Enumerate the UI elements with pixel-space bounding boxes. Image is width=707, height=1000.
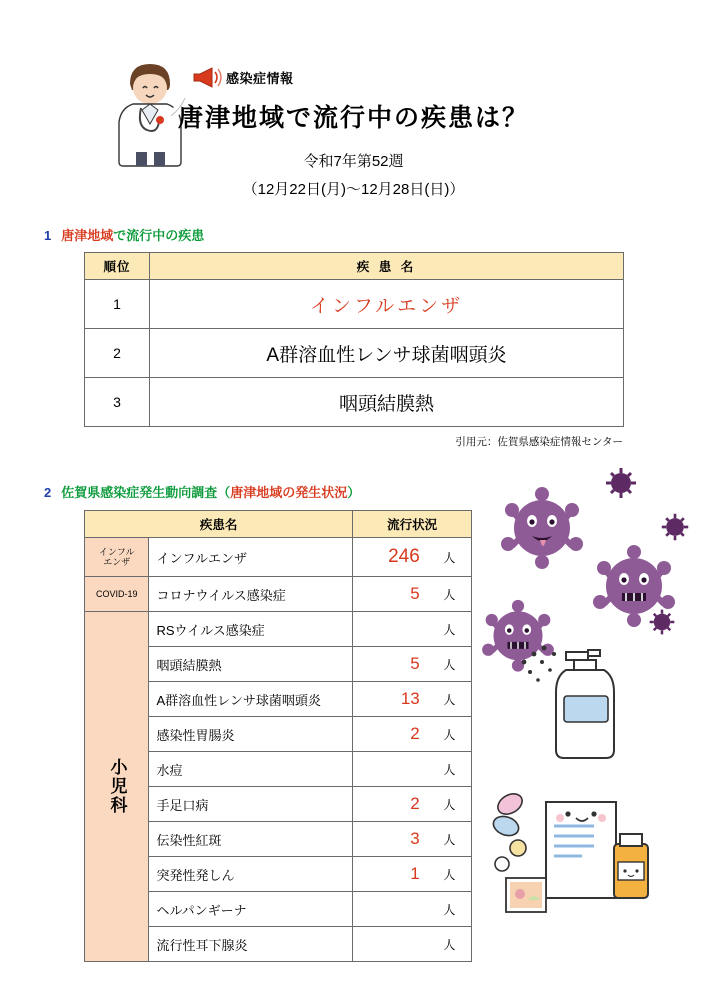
unit-label: 人	[428, 822, 472, 857]
page-header	[0, 0, 707, 198]
badge-row	[190, 66, 294, 88]
disease-name: 手足口病	[149, 787, 353, 822]
section1-title	[61, 225, 204, 244]
unit-label: 人	[428, 857, 472, 892]
disease-name: A群溶血性レンサ球菌咽頭炎	[150, 329, 624, 378]
ranking-table-body	[85, 280, 624, 427]
table-row	[85, 280, 624, 329]
disease-name: A群溶血性レンサ球菌咽頭炎	[149, 682, 353, 717]
date-range-label: （12月22日(月)～12月28日(日)）	[242, 181, 465, 198]
unit-label: 人	[428, 787, 472, 822]
disease-name: 咽頭結膜熱	[150, 378, 624, 427]
virus-character-icon	[494, 478, 590, 574]
surveillance-table	[84, 510, 472, 962]
case-count: 3	[353, 822, 428, 857]
rank-value: 2	[85, 329, 150, 378]
unit-label: 人	[428, 717, 472, 752]
category-influenza: インフル エンザ	[85, 538, 149, 577]
megaphone-icon	[190, 66, 222, 88]
section2-number: 2	[44, 485, 52, 500]
disease-name: インフルエンザ	[149, 538, 353, 577]
page-title: 唐津地域で流行中の疾患は？	[177, 104, 529, 132]
case-count: 1	[353, 857, 428, 892]
rank-value: 1	[85, 280, 150, 329]
section1-number: 1	[44, 228, 52, 243]
rank-value: 3	[85, 378, 150, 427]
surveillance-table-body	[85, 538, 472, 962]
unit-label: 人	[428, 892, 472, 927]
disease-name: 流行性耳下腺炎	[149, 927, 353, 962]
table-row	[85, 577, 472, 612]
section1-title-part1: 唐津地域	[61, 228, 114, 243]
section2-title-post: ）	[347, 485, 361, 500]
col-header-disease: 疾患名	[85, 511, 353, 538]
case-count: 5	[353, 577, 428, 612]
unit-label: 人	[428, 927, 472, 962]
case-count	[353, 927, 428, 962]
section2-title	[61, 482, 360, 501]
virus-dot-icon	[648, 608, 676, 636]
unit-label: 人	[428, 752, 472, 787]
section1-heading	[0, 225, 204, 244]
table-row	[85, 612, 472, 647]
disease-name: 感染性胃腸炎	[149, 717, 353, 752]
disease-name: 咽頭結膜熱	[149, 647, 353, 682]
category-pediatrics: 小児科	[85, 612, 149, 962]
virus-dot-icon	[660, 512, 690, 542]
week-label: 令和7年第52週	[303, 153, 404, 170]
disease-name: 水痘	[149, 752, 353, 787]
medicine-icon	[488, 782, 684, 932]
disease-name: コロナウイルス感染症	[149, 577, 353, 612]
virus-dot-icon	[604, 466, 638, 500]
col-header-rank: 順位	[85, 253, 150, 280]
unit-label: 人	[428, 612, 472, 647]
disease-name: 突発性発しん	[149, 857, 353, 892]
table-header-row	[85, 511, 472, 538]
section2-heading	[0, 482, 360, 501]
disease-name: RSウイルス感染症	[149, 612, 353, 647]
disease-name: ヘルパンギーナ	[149, 892, 353, 927]
table-row	[85, 378, 624, 427]
case-count: 2	[353, 717, 428, 752]
table-row	[85, 538, 472, 577]
case-count	[353, 892, 428, 927]
unit-label: 人	[428, 647, 472, 682]
case-count: 13	[353, 682, 428, 717]
col-header-disease: 疾 患 名	[150, 253, 624, 280]
ranking-table-head	[85, 253, 624, 280]
table-header-row	[85, 253, 624, 280]
case-count: 5	[353, 647, 428, 682]
case-count: 246	[353, 538, 428, 577]
case-count	[353, 612, 428, 647]
unit-label: 人	[428, 538, 472, 577]
table-row	[85, 329, 624, 378]
section1-title-part2: で流行中の疾患	[113, 228, 205, 243]
category-covid: COVID-19	[85, 577, 149, 612]
disease-name: インフルエンザ	[150, 280, 624, 329]
citation-text: 引用元：佐賀県感染症情報センター	[455, 436, 623, 448]
section2-title-red: 唐津地域の発生状況	[230, 485, 348, 500]
unit-label: 人	[428, 682, 472, 717]
disease-name: 伝染性紅斑	[149, 822, 353, 857]
surveillance-table-head	[85, 511, 472, 538]
unit-label: 人	[428, 577, 472, 612]
section2-title-pre: 佐賀県感染症発生動向調査（	[61, 485, 231, 500]
spray-bottle-icon	[516, 636, 636, 766]
case-count: 2	[353, 787, 428, 822]
col-header-status: 流行状況	[353, 511, 472, 538]
badge-label: 感染症情報	[226, 70, 294, 86]
case-count	[353, 752, 428, 787]
ranking-table	[84, 252, 624, 427]
